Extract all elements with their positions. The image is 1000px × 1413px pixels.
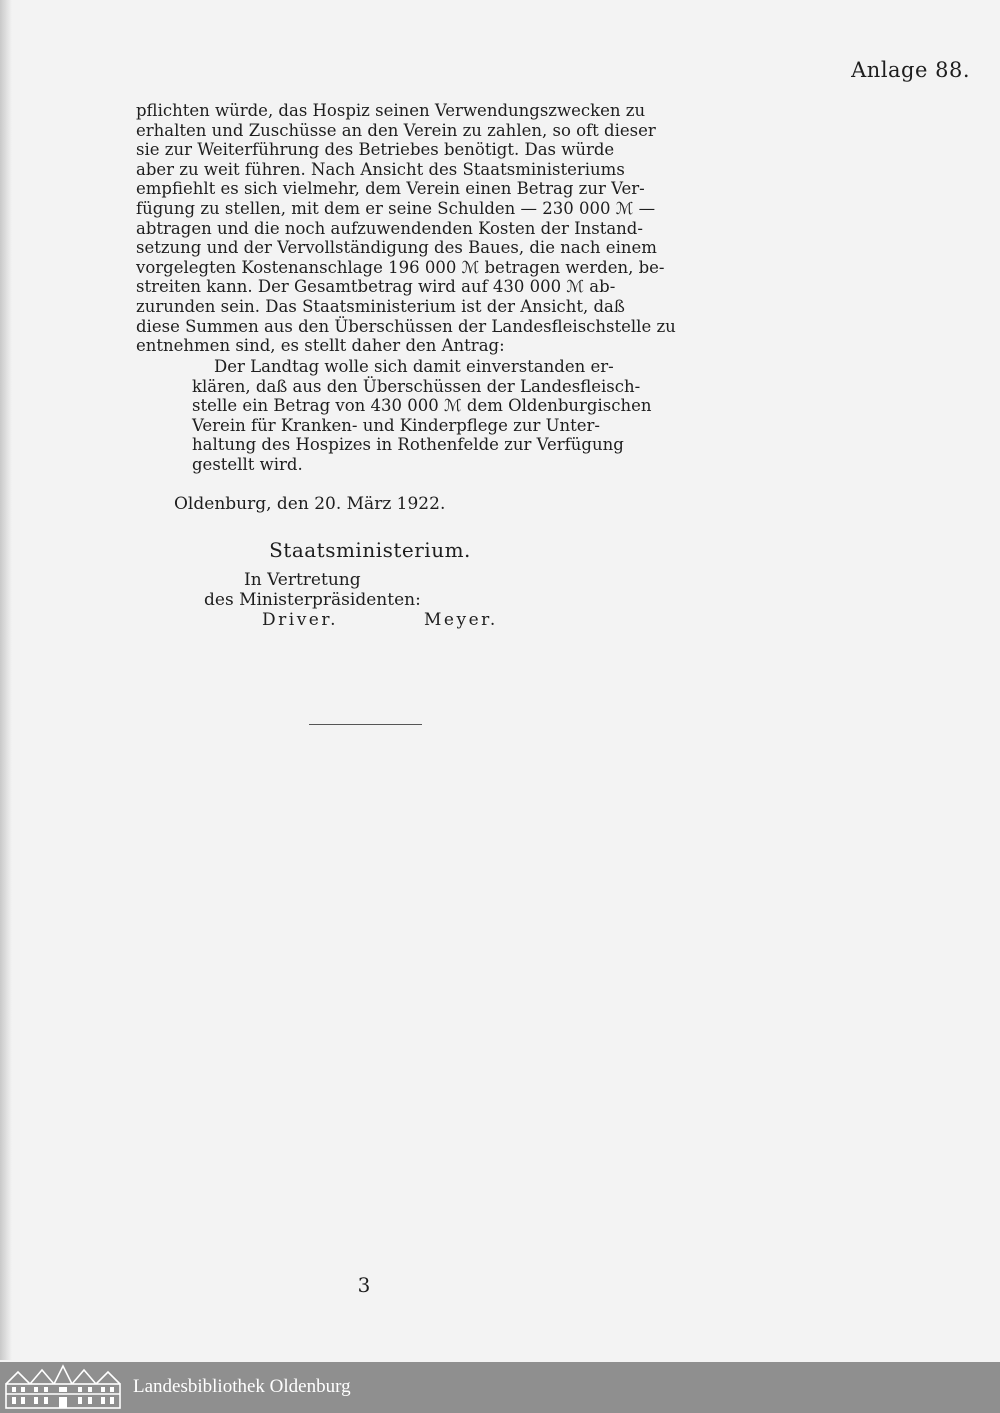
- motion-paragraph: [192, 357, 652, 475]
- page-number: 3: [357, 1273, 371, 1297]
- deputy-line-1: In Vertretung: [244, 570, 361, 590]
- text-line: abtragen und die noch aufzuwendenden Kosten der Instand-: [136, 218, 643, 238]
- text-line: vorgelegten Kostenanschlage 196 000 ℳ betragen werden, be-: [136, 257, 665, 277]
- closing-rule: [309, 724, 422, 725]
- text-line: entnehmen sind, es stellt daher den Antrag:: [136, 336, 505, 356]
- text-line: erhalten und Zuschüsse an den Verein zu zahlen, so oft dieser: [136, 120, 656, 140]
- text-line: zurunden sein. Das Staatsministerium ist der Ansicht, daß: [136, 296, 625, 316]
- library-name: Landesbibliothek Oldenburg: [133, 1376, 351, 1397]
- motion-line: Verein für Kranken- und Kinderpflege zur Unter-: [192, 415, 600, 435]
- text-line: aber zu weit führen. Nach Ansicht des Staatsministeriums: [136, 159, 625, 179]
- text-line: diese Summen aus den Überschüssen der Landesfleischstelle zu: [136, 316, 676, 336]
- text-line: fügung zu stellen, mit dem er seine Schulden — 230 000 ℳ —: [136, 198, 656, 218]
- signatory-meyer: Meyer.: [424, 610, 498, 630]
- text-line: setzung und der Vervollständigung des Baues, die nach einem: [136, 238, 657, 258]
- footer-bar: [0, 1362, 1000, 1413]
- text-line: sie zur Weiterführung des Betriebes benötigt. Das würde: [136, 140, 615, 160]
- deputy-line-2: des Ministerpräsidenten:: [204, 590, 421, 610]
- body-paragraph: [136, 101, 676, 356]
- text-line: empfiehlt es sich vielmehr, dem Verein einen Betrag zur Ver-: [136, 179, 645, 199]
- text-line: pflichten würde, das Hospiz seinen Verwendungszwecken zu: [136, 101, 646, 120]
- text-line: streiten kann. Der Gesamtbetrag wird auf 430 000 ℳ ab-: [136, 277, 616, 297]
- motion-line: stelle ein Betrag von 430 000 ℳ dem Oldenburgischen: [192, 396, 652, 416]
- motion-line: klären, daß aus den Überschüssen der Landesfleisch-: [192, 376, 641, 396]
- annex-reference: Anlage 88.: [851, 58, 970, 82]
- ministry-heading: Staatsministerium.: [269, 538, 471, 562]
- motion-line: haltung des Hospizes in Rothenfelde zur Verfügung: [192, 435, 624, 455]
- place-date: Oldenburg, den 20. März 1922.: [174, 494, 446, 514]
- signatory-driver: Driver.: [262, 610, 339, 630]
- motion-line: gestellt wird.: [192, 454, 303, 474]
- motion-line: Der Landtag wolle sich damit einverstanden er-: [214, 357, 614, 376]
- library-building-logo-icon: [4, 1364, 122, 1410]
- page-edge-shadow: [0, 0, 12, 1360]
